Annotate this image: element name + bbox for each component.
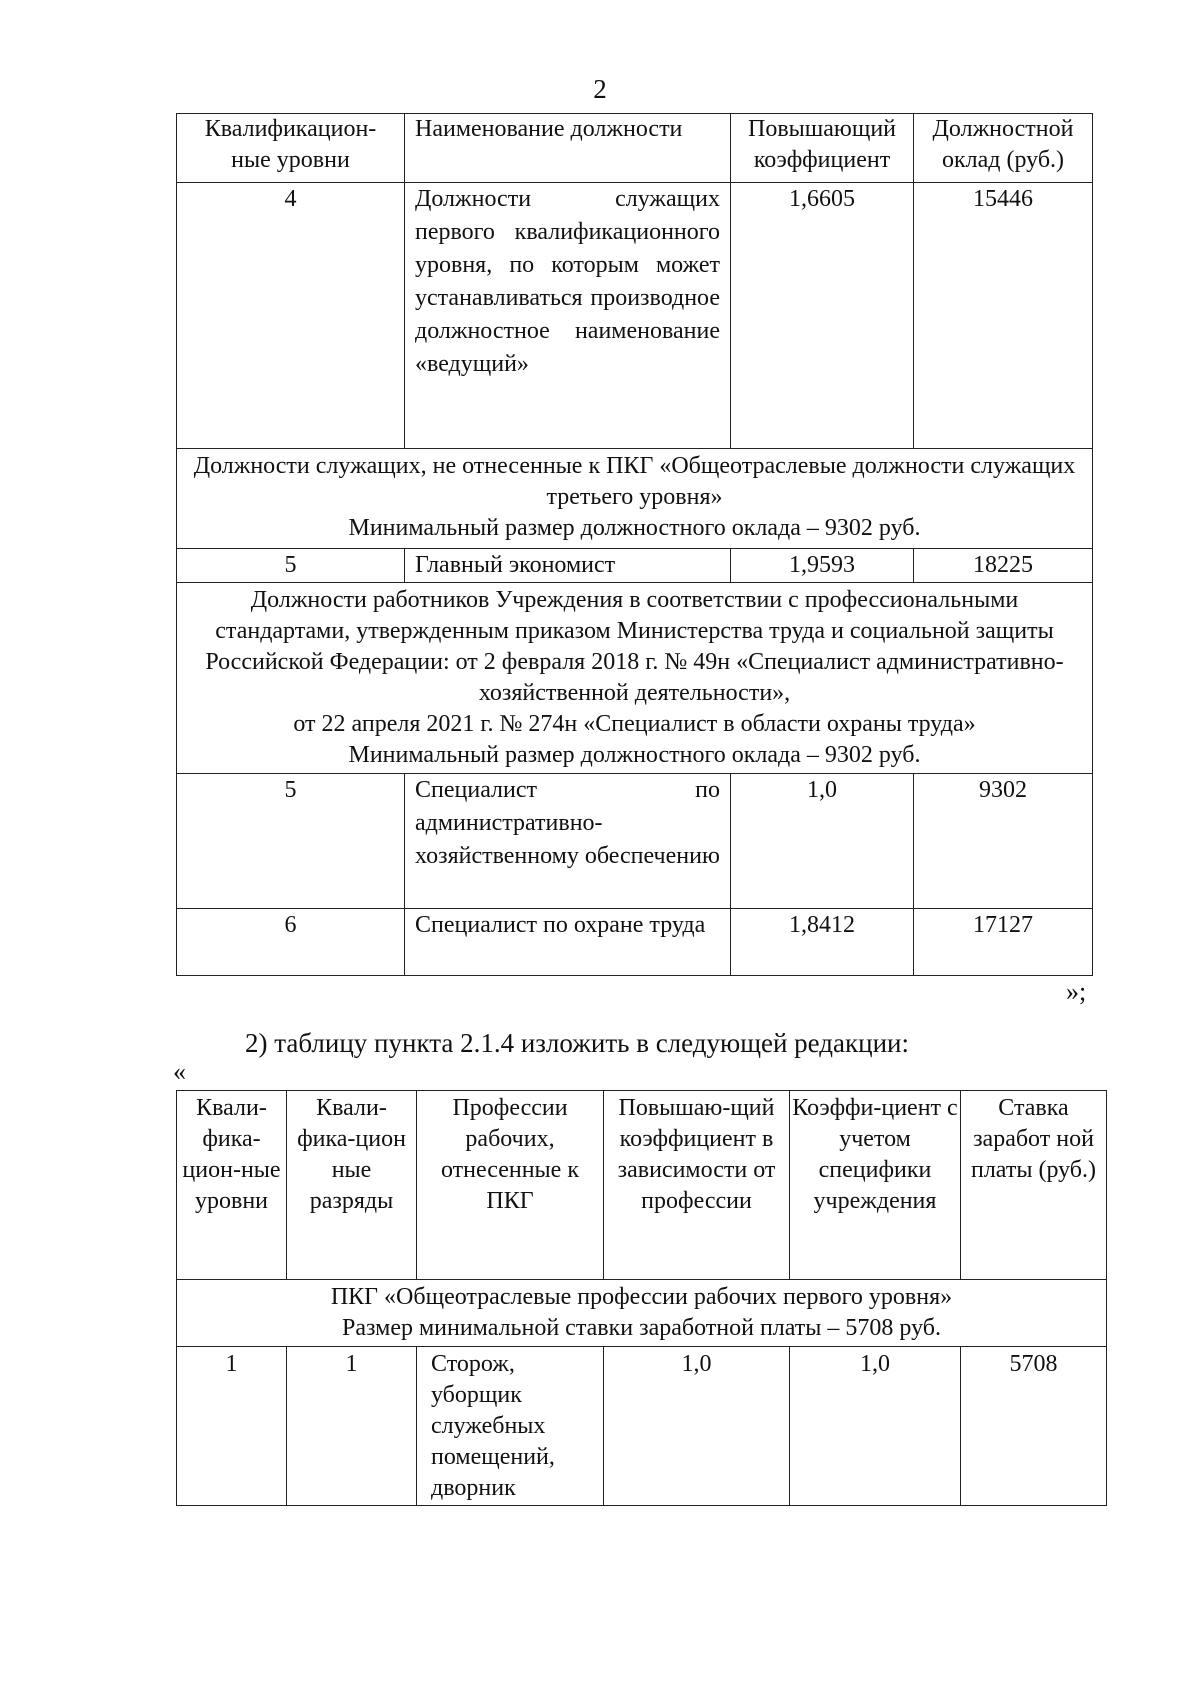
table-row: [177, 909, 1093, 976]
cell-level: 4: [177, 183, 405, 449]
group-header-row: [177, 449, 1093, 549]
group-header: [177, 1280, 1107, 1347]
group-header-min-salary: Минимальный размер должностного оклада – 9302 руб.: [348, 742, 921, 768]
group-header-row: [177, 583, 1093, 774]
cell-level: 1: [177, 1347, 287, 1506]
cell-level: 5: [177, 774, 405, 909]
header-position-name: Наименование должности: [405, 114, 731, 183]
header-qual-levels: Квалификацион-ные уровни: [177, 114, 405, 183]
opening-quote: «: [173, 1057, 186, 1086]
cell-coefficient: 1,6605: [731, 183, 914, 449]
table-row: [177, 183, 1093, 449]
cell-grade: 1: [287, 1347, 417, 1506]
group-header-title: Должности служащих, не отнесенные к ПКГ «Общеотраслевые должности служащих третьего уровня»: [193, 453, 1076, 510]
header-qual-levels: Квали-фика-цион-ные уровни: [177, 1091, 287, 1280]
table-header-row: [177, 1091, 1107, 1280]
group-header-title: ПКГ «Общеотраслевые профессии рабочих первого уровня»: [330, 1284, 953, 1310]
cell-wage-rate: 5708: [961, 1347, 1107, 1506]
positions-table: [176, 113, 1093, 976]
cell-salary: 9302: [914, 774, 1093, 909]
header-salary: Должностной оклад (руб.): [914, 114, 1093, 183]
cell-position-name: Специалист по охране труда: [405, 909, 731, 976]
table-header-row: [177, 114, 1093, 183]
worker-professions-table: [176, 1090, 1107, 1506]
cell-coefficient: 1,8412: [731, 909, 914, 976]
instruction-text: 2) таблицу пункта 2.1.4 изложить в следующей редакции:: [245, 1028, 909, 1058]
group-header: [177, 449, 1093, 549]
cell-coefficient: 1,0: [731, 774, 914, 909]
page-number: 2: [593, 74, 607, 104]
cell-profession: Сторож, уборщик служебных помещений, дворник: [417, 1347, 604, 1506]
cell-salary: 18225: [914, 549, 1093, 583]
cell-position-name: Должности служащих первого квалификационного уровня, по которым может устанавливаться производное должностное наименование «ведущий»: [405, 183, 731, 449]
cell-level: 6: [177, 909, 405, 976]
header-professions: Профессии рабочих, отнесенные к ПКГ: [417, 1091, 604, 1280]
cell-specific-coefficient: 1,0: [790, 1347, 961, 1506]
table-row: [177, 549, 1093, 583]
cell-coefficient: 1,9593: [731, 549, 914, 583]
cell-coefficient: 1,0: [604, 1347, 790, 1506]
group-header-min-rate: Размер минимальной ставки заработной платы – 5708 руб.: [341, 1315, 941, 1341]
group-header-min-salary: Минимальный размер должностного оклада – 9302 руб.: [348, 515, 921, 541]
cell-salary: 15446: [914, 183, 1093, 449]
header-coefficient: Повышаю-щий коэффициент в зависимости от профессии: [604, 1091, 790, 1280]
table-row: [177, 774, 1093, 909]
header-specific-coefficient: Коэффи-циент с учетом специфики учреждения: [790, 1091, 961, 1280]
group-header-title: Должности работников Учреждения в соответствии с профессиональными стандартами, утвержденным приказом Министерства труда и социальной защиты Российской Федерации: от 2 февраля 2018 г. № 49н «Специалист административно-хозяйственной деятельности»,: [205, 587, 1064, 706]
header-coefficient: Повышающий коэффициент: [731, 114, 914, 183]
cell-position-name: Главный экономист: [405, 549, 731, 583]
cell-level: 5: [177, 549, 405, 583]
cell-salary: 17127: [914, 909, 1093, 976]
group-header-standard: от 22 апреля 2021 г. № 274н «Специалист в области охраны труда»: [293, 711, 976, 737]
cell-position-name: Специалист по административно-хозяйственному обеспечению: [405, 774, 731, 909]
header-qual-grades: Квали-фика-цион ные разряды: [287, 1091, 417, 1280]
header-wage-rate: Ставка заработ ной платы (руб.): [961, 1091, 1107, 1280]
closing-quote: »;: [1066, 977, 1087, 1006]
group-header: [177, 583, 1093, 774]
table-row: [177, 1347, 1107, 1506]
group-header-row: [177, 1280, 1107, 1347]
